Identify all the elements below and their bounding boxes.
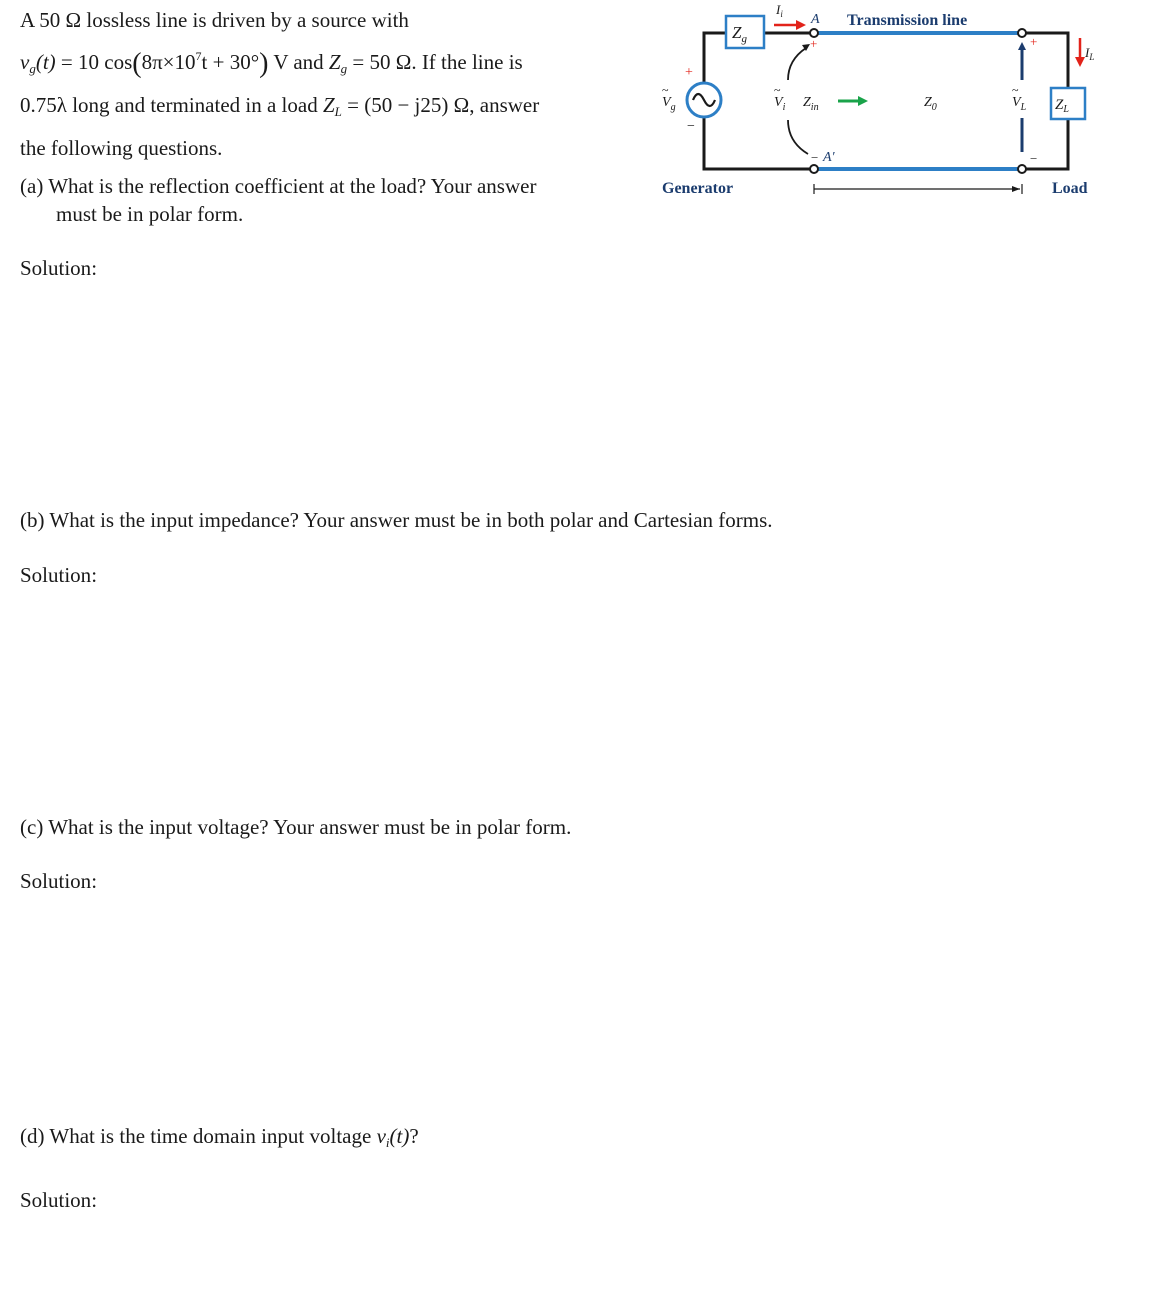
z0-label: $Z_0$ — [924, 95, 937, 113]
vi-voltage-arc-bottom — [788, 120, 808, 154]
question-c — [20, 813, 571, 841]
problem-line-2: $v_g(t) = 10$ $\cos(8\pi\times 10^7t + 30^\circ)$ V and $Z_g = 50$ Ω. If the line is — [20, 48, 523, 79]
question-a-text-2: must be in polar form. — [56, 202, 244, 226]
question-d-label: (d) — [20, 1124, 45, 1148]
question-b — [20, 506, 773, 534]
source-minus: − — [687, 119, 695, 134]
question-b-text: What is the input impedance? Your answer must be in both polar and Cartesian forms. — [49, 508, 773, 532]
problem-line-1: A 50 Ω lossless line is driven by a source with — [20, 8, 409, 32]
input-minus: − — [811, 150, 819, 165]
source-plus: + — [685, 65, 693, 80]
input-plus: + — [810, 36, 818, 51]
load-label: Load — [1052, 180, 1088, 197]
vg-label: $V_g$ — [662, 95, 676, 113]
generator-label: Generator — [662, 180, 734, 197]
question-a-text: What is the reflection coefficient at the load? Your answer — [48, 174, 537, 198]
vl-tilde: ~ — [1012, 83, 1019, 97]
solution-a: Solution: — [20, 256, 98, 280]
vg-tilde: ~ — [662, 83, 669, 97]
question-c-label: (c) — [20, 815, 44, 839]
vl-label: $V_L$ — [1012, 95, 1027, 113]
il-label: $I_L$ — [1085, 45, 1095, 62]
terminal-load-bottom — [1018, 165, 1026, 173]
load-plus: + — [1030, 34, 1038, 49]
load-minus: − — [1030, 151, 1038, 166]
generator-top-wire — [704, 33, 726, 82]
question-d: (d) What is the time domain input voltage $v_i(t)$? — [20, 1124, 419, 1150]
length-dimension-arrowhead — [1012, 186, 1020, 192]
terminal-load-top — [1018, 29, 1026, 37]
question-a-label: (a) — [20, 174, 44, 198]
terminal-a-prime — [810, 165, 818, 173]
question-c-text: What is the input voltage? Your answer must be in polar form. — [48, 815, 572, 839]
transmission-line-label: Transmission line — [847, 12, 968, 29]
problem-line-4: the following questions. — [20, 136, 223, 160]
zl-label: $Z_L$ — [1055, 97, 1069, 115]
ii-label: $I_i$ — [776, 2, 783, 19]
vi-tilde: ~ — [774, 83, 781, 97]
vl-upper-arrowhead — [1018, 42, 1026, 50]
question-d-text: What is the time domain input voltage — [49, 1124, 372, 1148]
zin-arrowhead — [858, 96, 868, 106]
solution-b: Solution: — [20, 563, 98, 587]
zg-label: $Z_g$ — [732, 23, 747, 45]
node-a-prime-label: A′ — [823, 150, 835, 165]
node-a-label: A — [811, 12, 820, 27]
problem-line-3: 0.75λ long and terminated in a load $Z_L = (50 - j25)$ Ω, answer — [20, 93, 540, 119]
question-b-label: (b) — [20, 508, 45, 532]
solution-c: Solution: — [20, 869, 98, 893]
solution-d: Solution: — [20, 1188, 98, 1212]
problem-statement — [20, 2, 640, 166]
vi-voltage-arc-top — [788, 48, 806, 80]
question-a — [20, 172, 640, 228]
load-current-arrowhead — [1075, 57, 1085, 67]
transmission-line-circuit-diagram — [648, 0, 1148, 205]
vi-label: $V_i$ — [774, 95, 786, 113]
zin-label: $Z_{in}$ — [803, 95, 819, 113]
input-current-arrowhead — [796, 20, 806, 30]
